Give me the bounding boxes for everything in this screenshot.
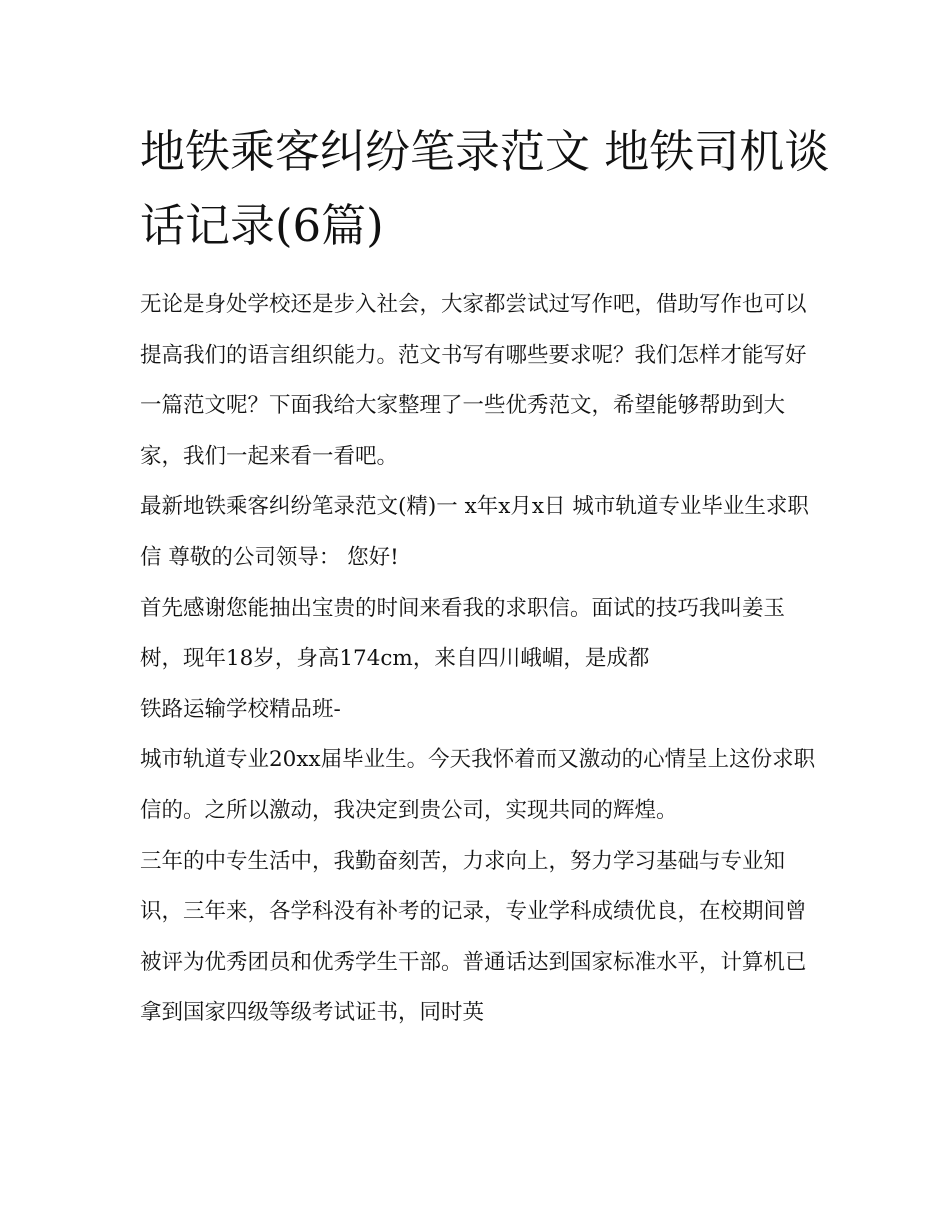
paragraph-graduate: 城市轨道专业20xx届毕业生。今天我怀着而又激动的心情呈上这份求职信的。之所以激动，我决定到贵公司，实现共同的辉煌。 (140, 747, 816, 823)
document-body (140, 280, 820, 1039)
paragraph-school-line: 铁路运输学校精品班- (140, 696, 341, 722)
paragraph-intro: 无论是身处学校还是步入社会，大家都尝试过写作吧，借助写作也可以提高我们的语言组织能力。范文书写有哪些要求呢？我们怎样才能写好一篇范文呢？下面我给大家整理了一些优秀范文，希望能够帮助到大家，我们一起来看一看吧。 (140, 292, 807, 469)
paragraph-self-intro: 首先感谢您能抽出宝贵的时间来看我的求职信。面试的技巧我叫姜玉树，现年18岁，身高174cm，来自四川峨嵋，是成都 (140, 595, 786, 672)
document-title: 地铁乘客纠纷笔录范文 地铁司机谈话记录(6篇) (140, 125, 830, 252)
paragraph-letter-header: 最新地铁乘客纠纷笔录范文(精)一 x年x月x日 城市轨道专业毕业生求职信 尊敬的公司领导： 您好! (140, 494, 809, 570)
paragraph-study-life: 三年的中专生活中，我勤奋刻苦，力求向上，努力学习基础与专业知识，三年来，各学科没有补考的记录，专业学科成绩优良，在校期间曾被评为优秀团员和优秀学生干部。普通话达到国家标准水平，计算机已拿到国家四级等级考试证书，同时英 (140, 848, 807, 1026)
